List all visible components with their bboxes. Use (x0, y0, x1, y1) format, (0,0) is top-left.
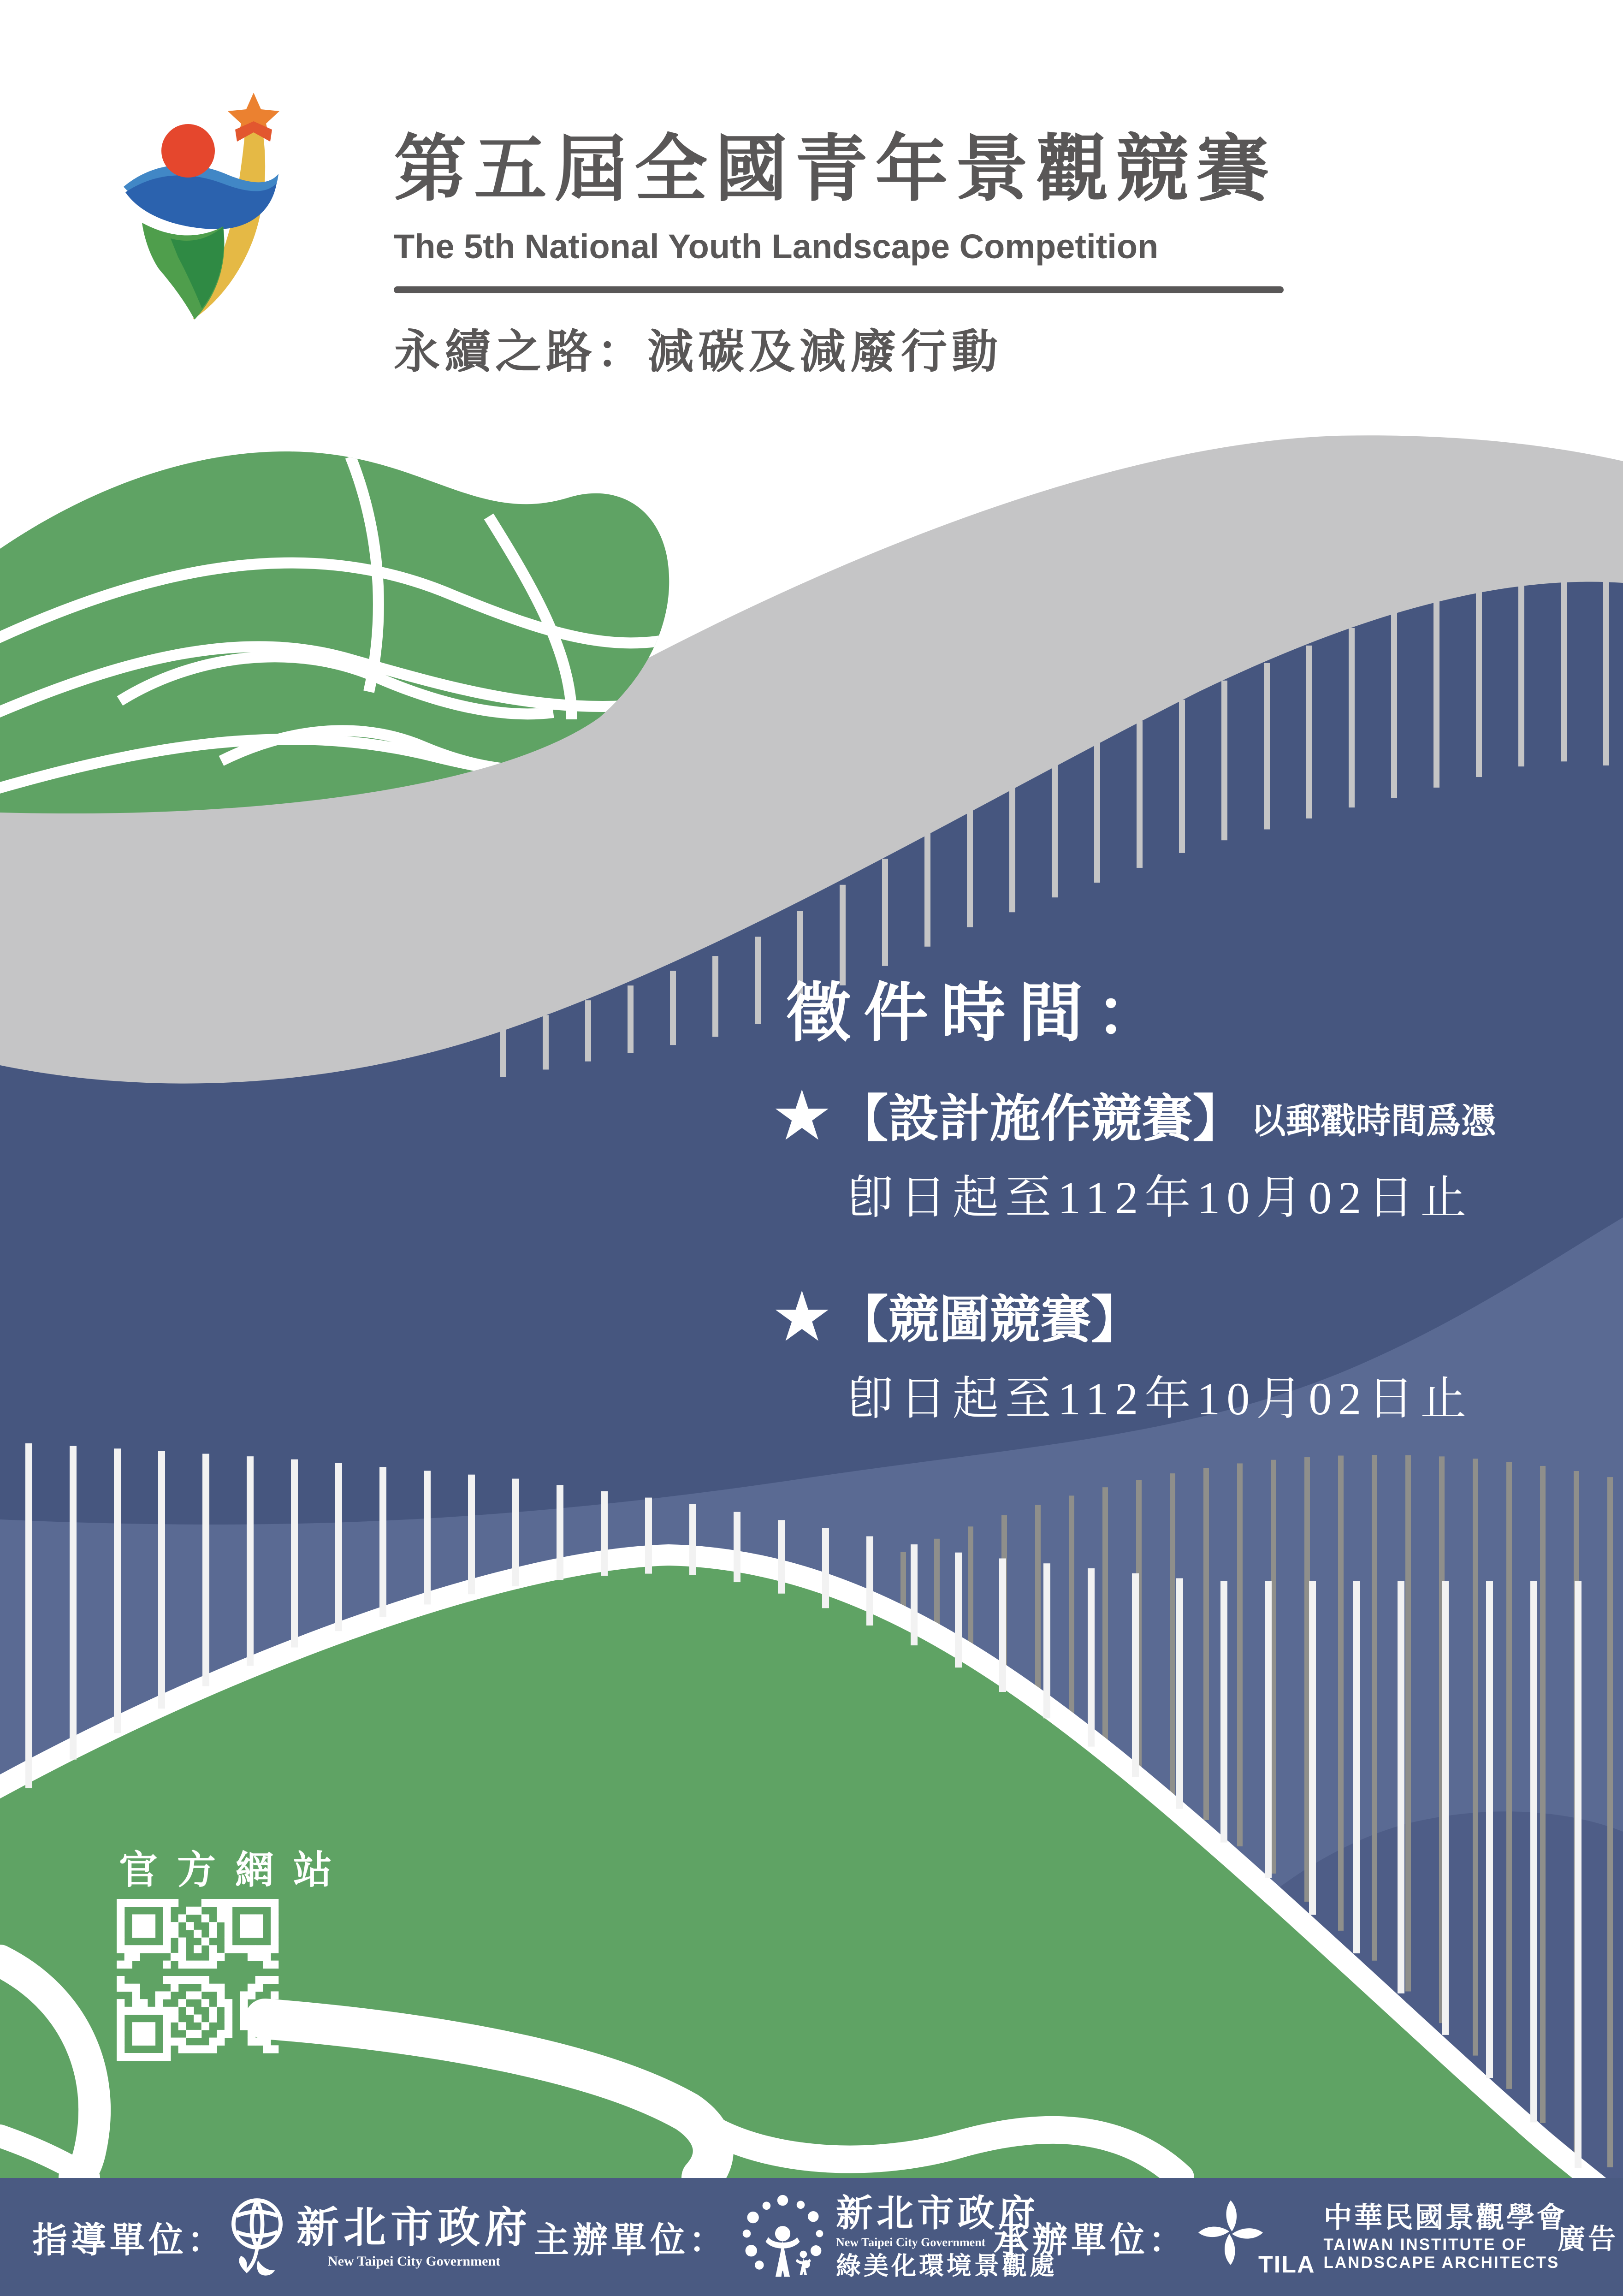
organizer-org-zh: 新北市政府 (836, 2194, 1039, 2234)
postmark-note: 以郵戳時間爲憑 (1250, 1102, 1496, 1141)
organizer-org-en: New Taipei City Government (836, 2236, 986, 2249)
advisor-org-zh: 新北市政府 (296, 2204, 532, 2251)
advisor-unit-group (32, 2178, 532, 2296)
executor-org (1324, 2203, 1567, 2272)
design-build-competition-item (771, 1077, 1496, 1154)
organizer-dept: 綠美化環境景觀處 (836, 2252, 1057, 2280)
ntc-circle-logo-icon (738, 2192, 828, 2282)
footer-bar (0, 2178, 1623, 2296)
star-bullet-icon: ★ (771, 1077, 833, 1154)
poster-subtitle: 永續之路：減碳及減廢行動 (394, 326, 1002, 378)
poster-title-zh: 第五屆全國青年景觀競賽 (394, 129, 1276, 210)
competition-logo (115, 85, 281, 325)
ntc-leaf-logo-icon (226, 2192, 288, 2282)
header-titles (394, 129, 1307, 381)
tila-pinwheel-icon (1198, 2191, 1263, 2283)
advisor-org-en: New Taipei City Government (327, 2253, 501, 2269)
executor-org-en1: TAIWAN INSTITUTE OF (1323, 2235, 1527, 2254)
official-website-label: 官方網站 (119, 1848, 352, 1892)
tila-text: TILA (1258, 2251, 1315, 2278)
drawing-deadline: 卽日起至112年10月02日止 (847, 1373, 1473, 1424)
logo-head (161, 124, 215, 178)
tila-logo (1198, 2191, 1315, 2283)
advisor-unit-label: 指導單位： (32, 2220, 226, 2260)
title-divider (394, 286, 1284, 293)
executor-org-en2: LANDSCAPE ARCHITECTS (1323, 2253, 1560, 2272)
executor-org-zh: 中華民國景觀學會 (1323, 2201, 1567, 2234)
design-build-competition-label: 【設計施作競賽】 (837, 1091, 1244, 1147)
drawing-competition-item (771, 1278, 1142, 1355)
drawing-competition-label: 【競圖競賽】 (837, 1292, 1142, 1348)
executor-unit-group (994, 2178, 1567, 2296)
executor-unit-label: 承辦單位： (994, 2220, 1187, 2260)
ad-label: 廣告 (1558, 2224, 1618, 2254)
organizer-unit-group (534, 2178, 1057, 2296)
organizer-unit-label: 主辦單位： (534, 2220, 728, 2260)
advisor-org (296, 2206, 532, 2268)
submission-period-heading: 徵件時間： (786, 977, 1174, 1049)
star-bullet-icon: ★ (771, 1278, 833, 1355)
design-build-deadline: 卽日起至112年10月02日止 (847, 1172, 1473, 1223)
poster-title-en: The 5th National Youth Landscape Competition (394, 227, 1159, 266)
